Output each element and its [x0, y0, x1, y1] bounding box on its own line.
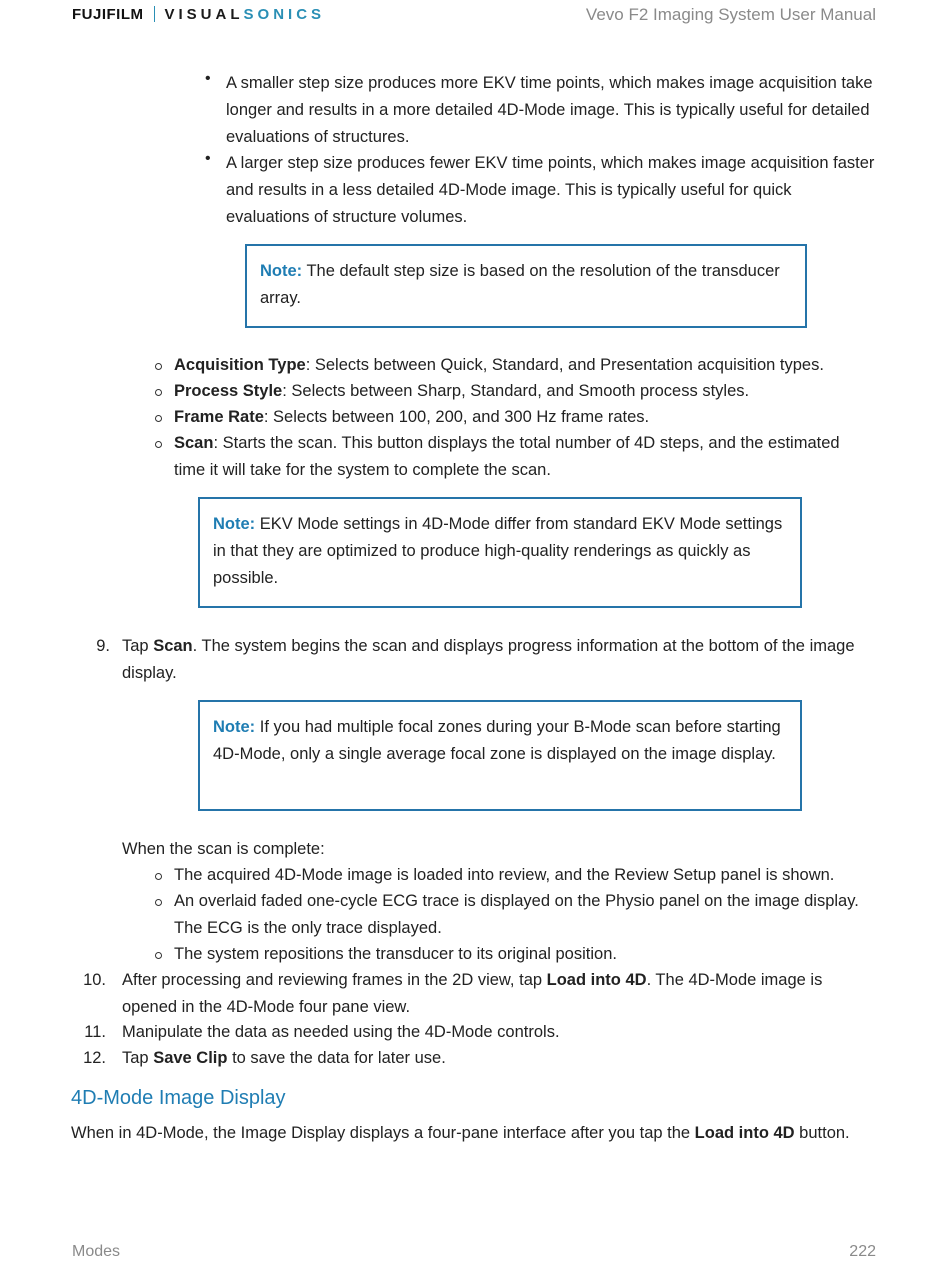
note-box-step-size	[245, 244, 807, 328]
note-text: The default step size is based on the resolution of the transducer array.	[260, 262, 780, 307]
fujifilm-visualsonics-logo	[72, 4, 325, 24]
step-number: 12.	[83, 1049, 106, 1067]
setting-scan: Scan: Starts the scan. This button displays the total number of 4D steps, and the estimated time it will take for the system to complete the scan.	[174, 434, 840, 479]
section-heading: 4D-Mode Image Display	[71, 1087, 286, 1109]
page-header	[0, 0, 950, 36]
bullet-icon: •	[205, 150, 211, 167]
note-label: Note:	[213, 718, 256, 736]
complete-item: The acquired 4D-Mode image is loaded into review, and the Review Setup panel is shown.	[174, 866, 835, 884]
circle-bullet-icon	[155, 363, 162, 370]
step-11-text: Manipulate the data as needed using the 4D-Mode controls.	[122, 1023, 560, 1041]
logo-visualsonics: VISUALSONICS	[164, 5, 326, 23]
step-9-text: Tap Scan. The system begins the scan and displays progress information at the bottom of the image display.	[122, 637, 855, 682]
complete-item: The system repositions the transducer to its original position.	[174, 945, 617, 963]
note-text: If you had multiple focal zones during your B-Mode scan before starting 4D-Mode, only a single average focal zone is displayed on the image display.	[213, 718, 781, 763]
note-label: Note:	[213, 515, 256, 533]
when-complete-text: When the scan is complete:	[122, 840, 325, 858]
circle-bullet-icon	[155, 441, 162, 448]
footer-section-name: Modes	[72, 1243, 121, 1260]
logo-divider	[154, 6, 155, 22]
note-label: Note:	[260, 262, 303, 280]
footer-page-number: 222	[849, 1243, 876, 1260]
setting-frame-rate: Frame Rate: Selects between 100, 200, and 300 Hz frame rates.	[174, 408, 650, 426]
bullet-larger-step: A larger step size produces fewer EKV time points, which makes image acquisition faster and results in a less detailed 4D-Mode image. This is typically useful for quick evaluations of structure volumes.	[226, 154, 875, 226]
complete-item: An overlaid faded one-cycle ECG trace is displayed on the Physio panel on the image display. The ECG is the only trace displayed.	[174, 892, 859, 937]
circle-bullet-icon	[155, 952, 162, 959]
section-text: When in 4D-Mode, the Image Display displays a four-pane interface after you tap the Load into 4D button.	[71, 1124, 850, 1142]
circle-bullet-icon	[155, 873, 162, 880]
step-number: 11.	[84, 1023, 106, 1041]
step-number: 10.	[83, 971, 106, 989]
bullet-smaller-step: A smaller step size produces more EKV time points, which makes image acquisition take longer and results in a more detailed 4D-Mode image. This is typically useful for detailed evaluations of structures.	[226, 74, 873, 146]
note-box-ekv-settings	[198, 497, 802, 608]
note-box-focal-zones	[198, 700, 802, 811]
manual-title: Vevo F2 Imaging System User Manual	[585, 5, 876, 24]
bullet-icon: •	[205, 70, 211, 87]
circle-bullet-icon	[155, 415, 162, 422]
step-number: 9.	[96, 637, 110, 655]
setting-acquisition-type: Acquisition Type: Selects between Quick, Standard, and Presentation acquisition types.	[174, 356, 824, 374]
logo-fujifilm: FUJIFILM	[72, 5, 144, 23]
step-12-text: Tap Save Clip to save the data for later use.	[122, 1049, 446, 1067]
circle-bullet-icon	[155, 389, 162, 396]
step-10-text: After processing and reviewing frames in the 2D view, tap Load into 4D. The 4D-Mode image is opened in the 4D-Mode four pane view.	[122, 971, 823, 1016]
circle-bullet-icon	[155, 899, 162, 906]
note-text: EKV Mode settings in 4D-Mode differ from standard EKV Mode settings in that they are optimized to produce high-quality renderings as quickly as possible.	[213, 515, 783, 587]
setting-process-style: Process Style: Selects between Sharp, Standard, and Smooth process styles.	[174, 382, 750, 400]
